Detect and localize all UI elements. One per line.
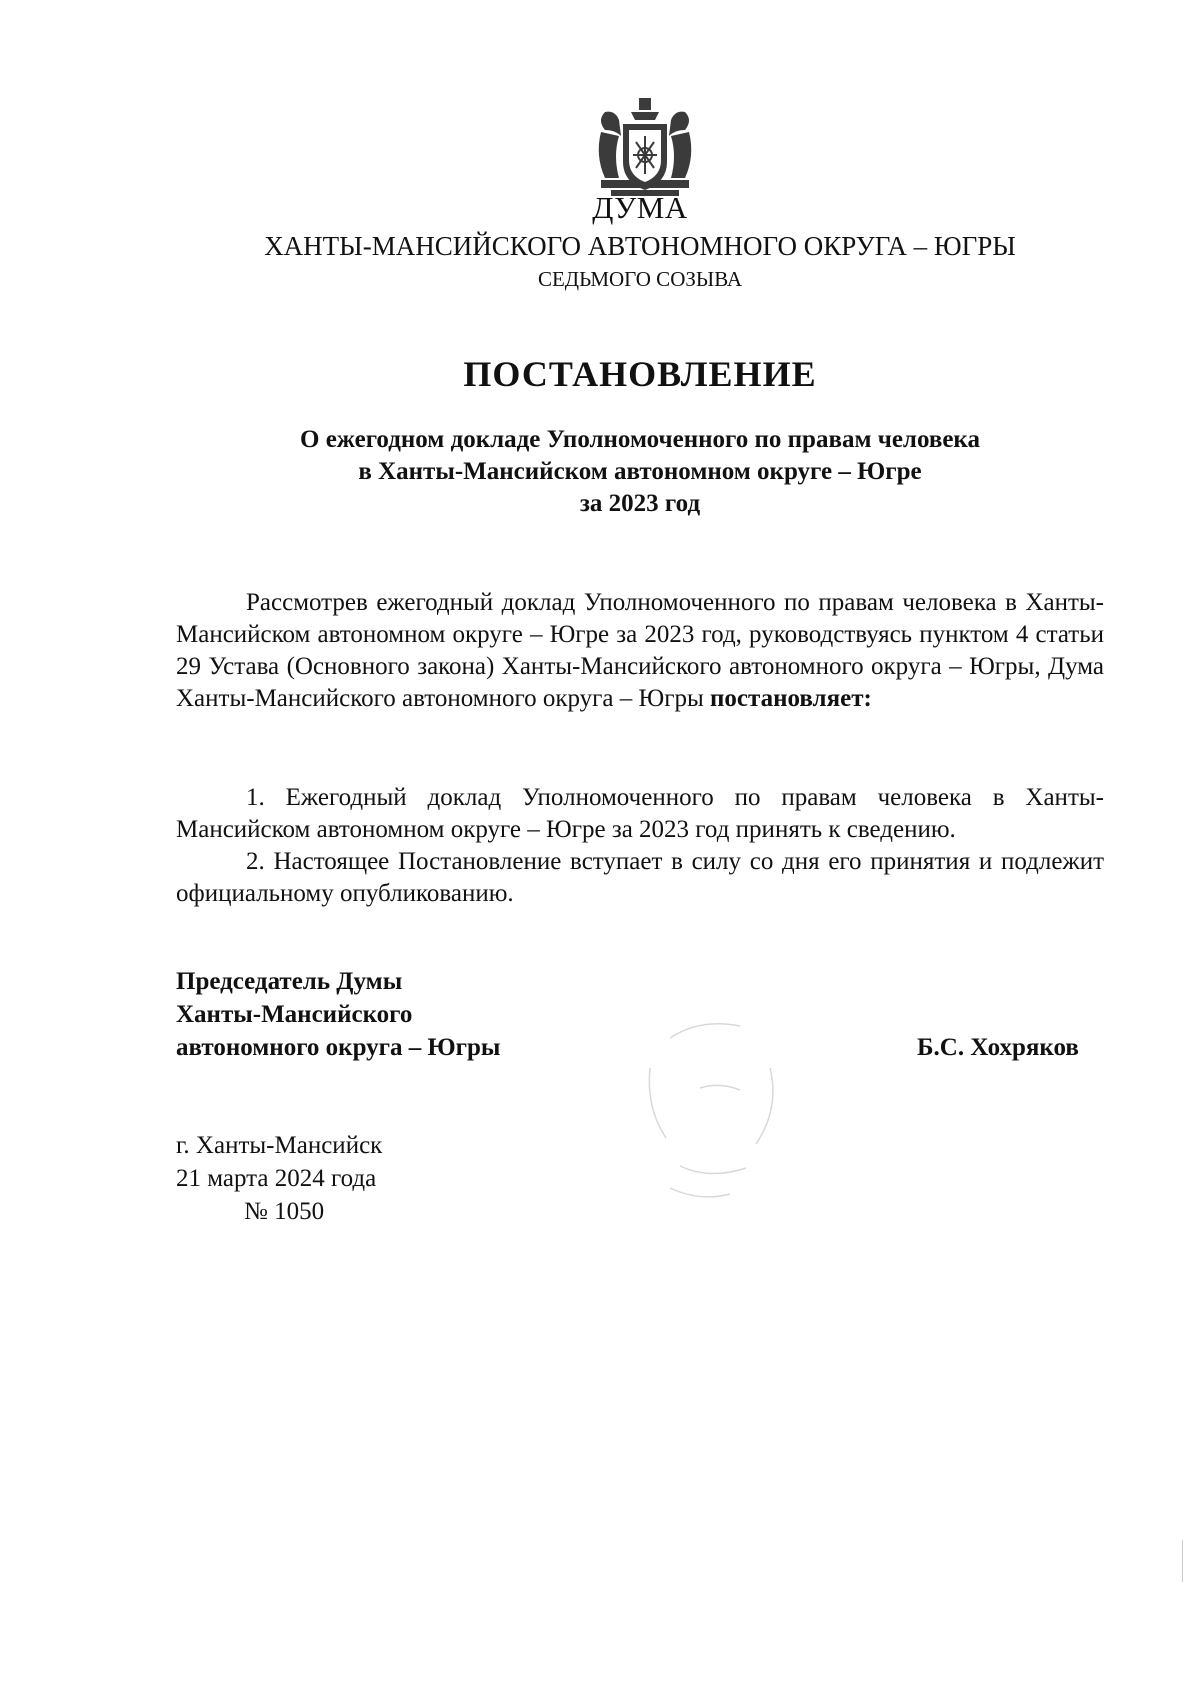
signatory-position-line: Ханты-Мансийского xyxy=(176,1001,413,1028)
signatory-position xyxy=(176,965,500,1064)
signatory-position-line: Председатель Думы xyxy=(176,968,403,995)
coat-of-arms-icon xyxy=(585,96,705,200)
resolution-items xyxy=(176,782,1104,910)
issuer-convocation: СЕДЬМОГО СОЗЫВА xyxy=(537,267,743,291)
scan-margin-mark xyxy=(1182,1540,1183,1582)
preamble-text: Рассмотрев ежегодный доклад Уполномоченного по правам человека в Ханты-Мансийском автономном округе – Югре за 2023 год, руководствуясь пунктом 4 статьи 29 Устава (Основного закона) Ханты-Мансийского автономного округа – Югры, Дума Ханты-Мансийского автономного округа – Югры xyxy=(176,589,1104,712)
document-title xyxy=(0,424,1200,520)
date: 21 марта 2024 года xyxy=(176,1165,377,1192)
city: г. Ханты-Мансийск xyxy=(176,1132,383,1159)
document-type: ПОСТАНОВЛЕНИЕ xyxy=(463,354,817,394)
faint-seal-stamp-icon xyxy=(630,998,800,1208)
issuer-header xyxy=(0,190,1200,292)
resolution-item: 2. Настоящее Постановление вступает в силу со дня его принятия и подлежит официальному опубликованию. xyxy=(176,848,1104,907)
place-date-block xyxy=(176,1129,382,1228)
preamble-paragraph xyxy=(176,587,1104,715)
issuer-region: ХАНТЫ-МАНСИЙСКОГО АВТОНОМНОГО ОКРУГА – ЮГРЫ xyxy=(264,231,1016,261)
document-number: № 1050 xyxy=(244,1198,325,1225)
signatory-name: Б.С. Хохряков xyxy=(917,1034,1079,1061)
signatory-position-line: автономного округа – Югры xyxy=(176,1034,501,1061)
resolution-item: 1. Ежегодный доклад Уполномоченного по правам человека в Ханты-Мансийском автономном округе – Югре за 2023 год принять к сведению. xyxy=(176,784,1104,843)
document-title-line: за 2023 год xyxy=(579,490,701,517)
resolves-keyword: постановляет: xyxy=(710,685,872,712)
issuer-duma: ДУМА xyxy=(592,190,688,225)
document-title-line: О ежегодном докладе Уполномоченного по правам человека xyxy=(300,426,980,453)
document-title-line: в Ханты-Мансийском автономном округе – Югре xyxy=(358,458,922,485)
